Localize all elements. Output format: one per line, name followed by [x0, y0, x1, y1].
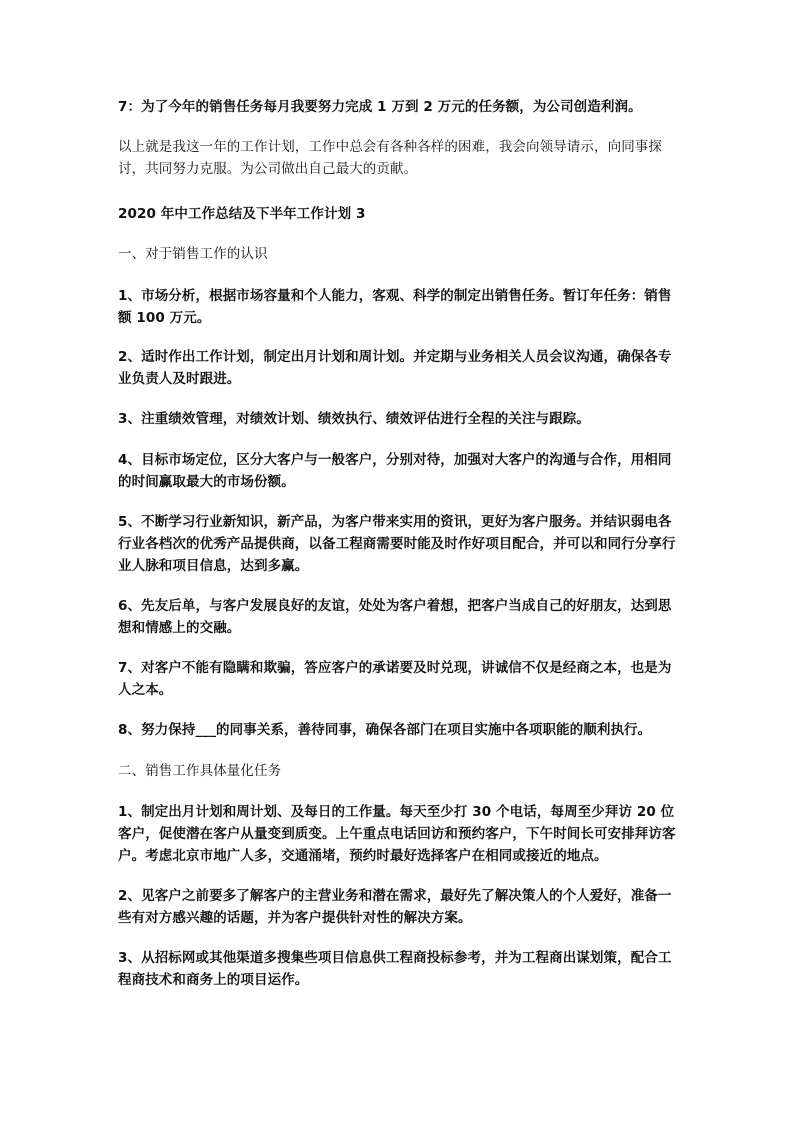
item-monthly-weekly-plan: 1、制定出月计划和周计划、及每日的工作量。每天至少打 30 个电话，每周至少拜访 20 位客户，促使潜在客户从量变到质变。上午重点电话回访和预约客户，下午时间长可安排拜访客户。考虑北京市地广人多，交通涌堵，预约时最好选择客户在相同或接近的地点。 — [118, 804, 676, 864]
item-honesty: 7、对客户不能有隐瞒和欺骗，答应客户的承诺要及时兑现，讲诚信不仅是经商之本，也是为人之本。 — [118, 660, 672, 698]
item-work-plan: 2、适时作出工作计划，制定出月计划和周计划。并定期与业务相关人员会议沟通，确保各专业负责人及时跟进。 — [118, 349, 672, 387]
paragraph-conclusion: 以上就是我这一年的工作计划，工作中总会有各种各样的困难，我会向领导请示，向同事探讨，共同努力克服。为公司做出自己最大的贡献。 — [118, 139, 662, 177]
item-market-positioning: 4、目标市场定位，区分大客户与一般客户，分别对待，加强对大客户的沟通与合作，用相同的时间赢取最大的市场份额。 — [118, 452, 672, 490]
item-colleague-relations: 8、努力保持___的同事关系，善待同事，确保各部门在项目实施中各项职能的顺利执行。 — [118, 722, 652, 738]
item-project-information: 3、从招标网或其他渠道多搜集些项目信息供工程商投标参考，并为工程商出谋划策，配合工程商技术和商务上的项目运作。 — [118, 950, 672, 988]
paragraph-sales-target: 7：为了今年的销售任务每月我要努力完成 1 万到 2 万元的任务额，为公司创造利润。 — [118, 99, 642, 115]
heading-sales-understanding: 一、对于销售工作的认识 — [118, 246, 268, 262]
heading-quantified-tasks: 二、销售工作具体量化任务 — [118, 763, 282, 779]
item-continuous-learning: 5、不断学习行业新知识，新产品，为客户带来实用的资讯，更好为客户服务。并结识弱电各行业各档次的优秀产品提供商，以备工程商需要时能及时作好项目配合，并可以和同行分享行业人脉和项目信息，达到多赢。 — [118, 514, 676, 574]
item-performance-management: 3、注重绩效管理，对绩效计划、绩效执行、绩效评估进行全程的关注与跟踪。 — [118, 411, 590, 427]
section-title-plan-3: 2020 年中工作总结及下半年工作计划 3 — [118, 206, 366, 222]
item-client-preparation: 2、见客户之前要多了解客户的主营业务和潜在需求，最好先了解决策人的个人爱好，准备一些有对方感兴趣的话题，并为客户提供针对性的解决方案。 — [118, 888, 672, 926]
item-market-analysis: 1、市场分析，根据市场容量和个人能力，客观、科学的制定出销售任务。暂订年任务：销售额 100 万元。 — [118, 288, 672, 326]
item-friendship-first: 6、先友后单，与客户发展良好的友谊，处处为客户着想，把客户当成自己的好朋友，达到思想和情感上的交融。 — [118, 598, 672, 636]
